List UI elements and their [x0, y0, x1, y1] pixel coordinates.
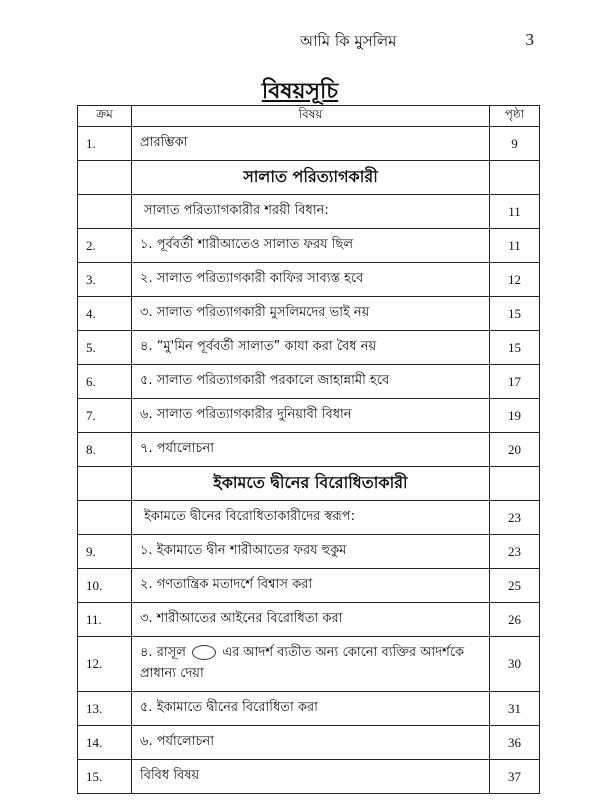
toc-row-page: 17	[490, 365, 540, 399]
toc-row-number: 10.	[78, 569, 132, 603]
toc-row-title: ৫. ইকামাতে দ্বীনের বিরোধিতা করা	[132, 692, 490, 726]
toc-row-page: 25	[490, 569, 540, 603]
toc-row-page: 23	[490, 501, 540, 535]
toc-section-row	[78, 467, 540, 501]
toc-row-number: 13.	[78, 692, 132, 726]
toc-row	[78, 726, 540, 760]
toc-row-title: ৫. সালাত পরিত্যাগকারী পরকালে জাহান্নামী হবে	[132, 365, 490, 399]
toc-row-number	[78, 501, 132, 535]
toc-row-title-start: ৪. রাসূল	[140, 645, 186, 660]
column-header-page: পৃষ্ঠা	[490, 106, 540, 127]
column-header-topic: বিষয়	[132, 106, 490, 127]
toc-row-title: ২. গণতান্ত্রিক মতাদর্শে বিশ্বাস করা	[132, 569, 490, 603]
toc-row-title: ১. পূর্ববর্তী শারীআতেও সালাত ফরয ছিল	[132, 229, 490, 263]
toc-row-number: 14.	[78, 726, 132, 760]
toc-row-title: ১. ইকামাতে দ্বীন শারীআতের ফরয হুকুম	[132, 535, 490, 569]
toc-row-number: 1.	[78, 127, 132, 161]
toc-row-number: 11.	[78, 603, 132, 637]
toc-row	[78, 637, 540, 692]
toc-header-row	[78, 106, 540, 127]
toc-row-title	[132, 637, 490, 692]
toc-row-title: ২. সালাত পরিত্যাগকারী কাফির সাব্যস্ত হবে	[132, 263, 490, 297]
toc-row-page: 36	[490, 726, 540, 760]
toc-row	[78, 263, 540, 297]
toc-row-title: সালাত পরিত্যাগকারীর শরয়ী বিধান:	[132, 195, 490, 229]
toc-row	[78, 297, 540, 331]
toc-row	[78, 501, 540, 535]
toc-row-page: 19	[490, 399, 540, 433]
toc-row-title: বিবিধ বিষয়	[132, 760, 490, 794]
toc-row-number: 3.	[78, 263, 132, 297]
toc-row-title: ৬. সালাত পরিত্যাগকারীর দুনিয়াবী বিধান	[132, 399, 490, 433]
toc-row-page: 15	[490, 297, 540, 331]
toc-row-number: 2.	[78, 229, 132, 263]
toc-row-page: 37	[490, 760, 540, 794]
toc-row-number: 7.	[78, 399, 132, 433]
toc-row-number: 4.	[78, 297, 132, 331]
toc-row-page: 30	[490, 637, 540, 692]
toc-row-number	[78, 195, 132, 229]
toc-row-title: ৩. শারীআতের আইনের বিরোধিতা করা	[132, 603, 490, 637]
toc-row-page: 20	[490, 433, 540, 467]
toc-row-number: 5.	[78, 331, 132, 365]
toc-row-number: 12.	[78, 637, 132, 692]
toc-row-page: 31	[490, 692, 540, 726]
running-title: আমি কি মুসলিম	[300, 32, 397, 50]
toc-row-page: 9	[490, 127, 540, 161]
toc-row-page: 11	[490, 195, 540, 229]
toc-row-title: প্রারম্ভিকা	[132, 127, 490, 161]
honorific-emblem-icon	[192, 645, 216, 660]
toc-table	[77, 105, 540, 794]
toc-row-title: ৪. “মু'মিন পূর্ববর্তী সালাত” কাযা করা বৈধ নয়	[132, 331, 490, 365]
page-number: 3	[525, 30, 534, 49]
toc-section-row	[78, 161, 540, 195]
column-header-serial: ক্রম	[78, 106, 132, 127]
toc-row	[78, 229, 540, 263]
toc-row	[78, 569, 540, 603]
toc-row-number: 9.	[78, 535, 132, 569]
toc-row	[78, 433, 540, 467]
toc-row	[78, 399, 540, 433]
toc-row-title-rest: এর আদর্শ ব্যতীত অন্য কোনো ব্যক্তির আদর্শকে প্রাধান্য দেয়া	[140, 645, 465, 681]
running-header	[0, 30, 600, 58]
toc-row-number: 8.	[78, 433, 132, 467]
toc-row-page: 26	[490, 603, 540, 637]
toc-row	[78, 331, 540, 365]
toc-row-number: 6.	[78, 365, 132, 399]
toc-row-page: 11	[490, 229, 540, 263]
toc-row	[78, 127, 540, 161]
toc-heading: বিষয়সূচি	[261, 79, 339, 104]
toc-row	[78, 603, 540, 637]
toc-row-title: ৬. পর্যালোচনা	[132, 726, 490, 760]
toc-row	[78, 692, 540, 726]
toc-row	[78, 365, 540, 399]
toc-row	[78, 195, 540, 229]
toc-row-title: ৭. পর্যালোচনা	[132, 433, 490, 467]
toc-row-page: 23	[490, 535, 540, 569]
toc-section-title: ইকামতে দ্বীনের বিরোধিতাকারী	[132, 467, 490, 501]
toc-row	[78, 535, 540, 569]
toc-row-number: 15.	[78, 760, 132, 794]
toc-row-page: 12	[490, 263, 540, 297]
toc-row-page: 15	[490, 331, 540, 365]
toc-section-title: সালাত পরিত্যাগকারী	[132, 161, 490, 195]
toc-row-title: ইকামতে দ্বীনের বিরোধিতাকারীদের স্বরূপ:	[132, 501, 490, 535]
toc-row	[78, 760, 540, 794]
toc-row-title: ৩. সালাত পরিত্যাগকারী মুসলিমদের ভাই নয়	[132, 297, 490, 331]
